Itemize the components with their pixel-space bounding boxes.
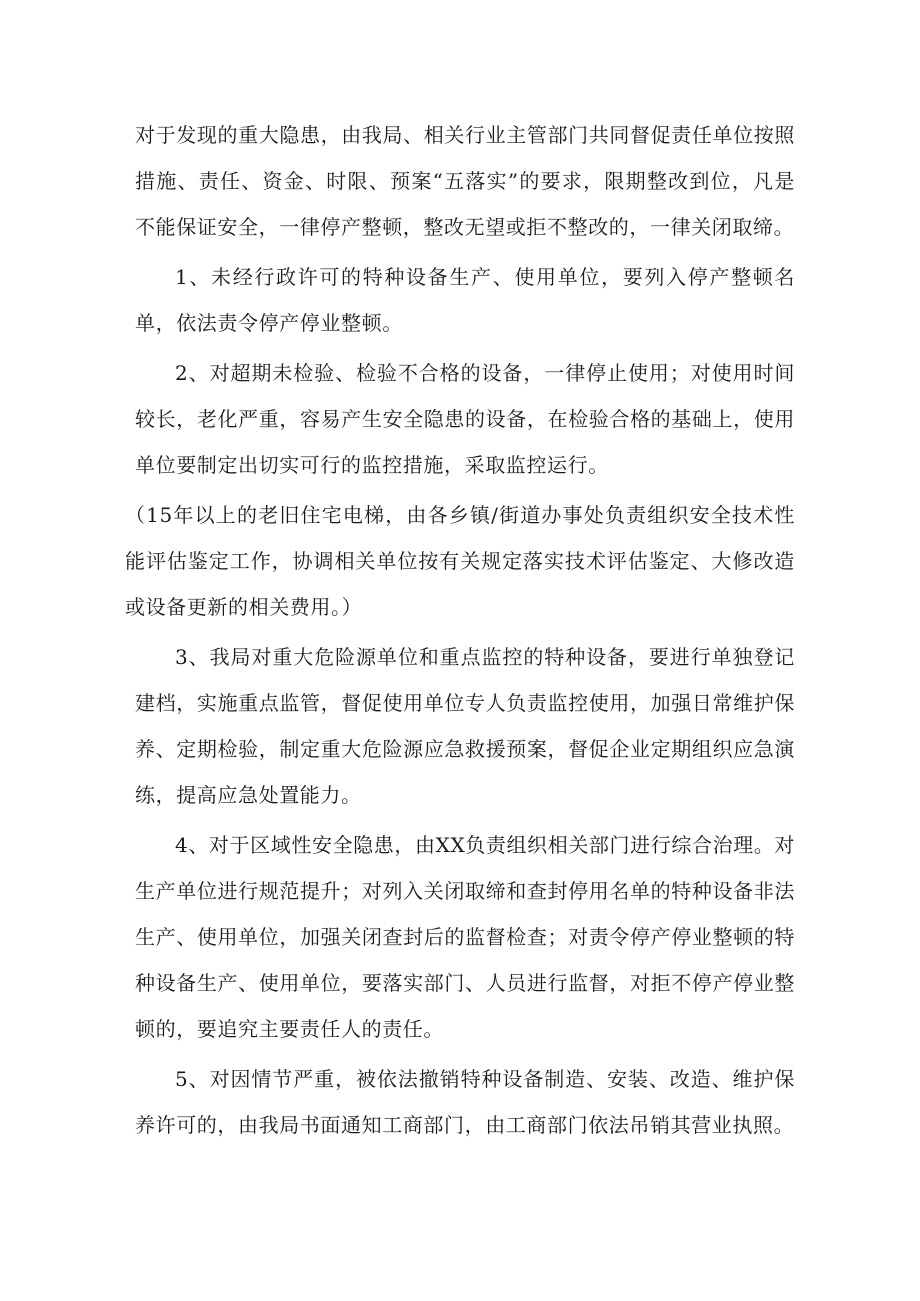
paragraph-item-5: 5、对因情节严重，被依法撤销特种设备制造、安装、改造、维护保养许可的，由我局书面通知工商部门，由工商部门依法吊销其营业执照。 bbox=[135, 1067, 795, 1137]
paragraph-intro: 对于发现的重大隐患，由我局、相关行业主管部门共同督促责任单位按照措施、责任、资金、时限、预案“五落实”的要求，限期整改到位，凡是不能保证安全，一律停产整顿，整改无望或拒不整改的，一律关闭取缔。 bbox=[135, 123, 795, 239]
document-body bbox=[125, 112, 795, 1152]
paragraph-item-1: 1、未经行政许可的特种设备生产、使用单位，要列入停产整顿名单，依法责令停产停业整顿。 bbox=[135, 265, 795, 335]
paragraph-item-2: 2、对超期未检验、检验不合格的设备，一律停止使用；对使用时间较长，老化严重，容易产生安全隐患的设备，在检验合格的基础上，使用单位要制定出切实可行的监控措施，采取监控运行。 bbox=[135, 361, 795, 477]
paragraph-item-4: 4、对于区域性安全隐患，由XX负责组织相关部门进行综合治理。对生产单位进行规范提升；对列入关闭取缔和查封停用名单的特种设备非法生产、使用单位，加强关闭查封后的监督检查；对责令停产停业整顿的特种设备生产、使用单位，要落实部门、人员进行监督，对拒不停产停业整顿的，要追究主要责任人的责任。 bbox=[135, 833, 795, 1041]
paragraph-item-3: 3、我局对重大危险源单位和重点监控的特种设备，要进行单独登记建档，实施重点监管，督促使用单位专人负责监控使用，加强日常维护保养、定期检验，制定重大危险源应急救援预案，督促企业定期组织应急演练，提高应急处置能力。 bbox=[135, 645, 795, 807]
paragraph-note-elevators: （15年以上的老旧住宅电梯，由各乡镇/街道办事处负责组织安全技术性能评估鉴定工作，协调相关单位按有关规定落实技术评估鉴定、大修改造或设备更新的相关费用。） bbox=[125, 503, 795, 619]
